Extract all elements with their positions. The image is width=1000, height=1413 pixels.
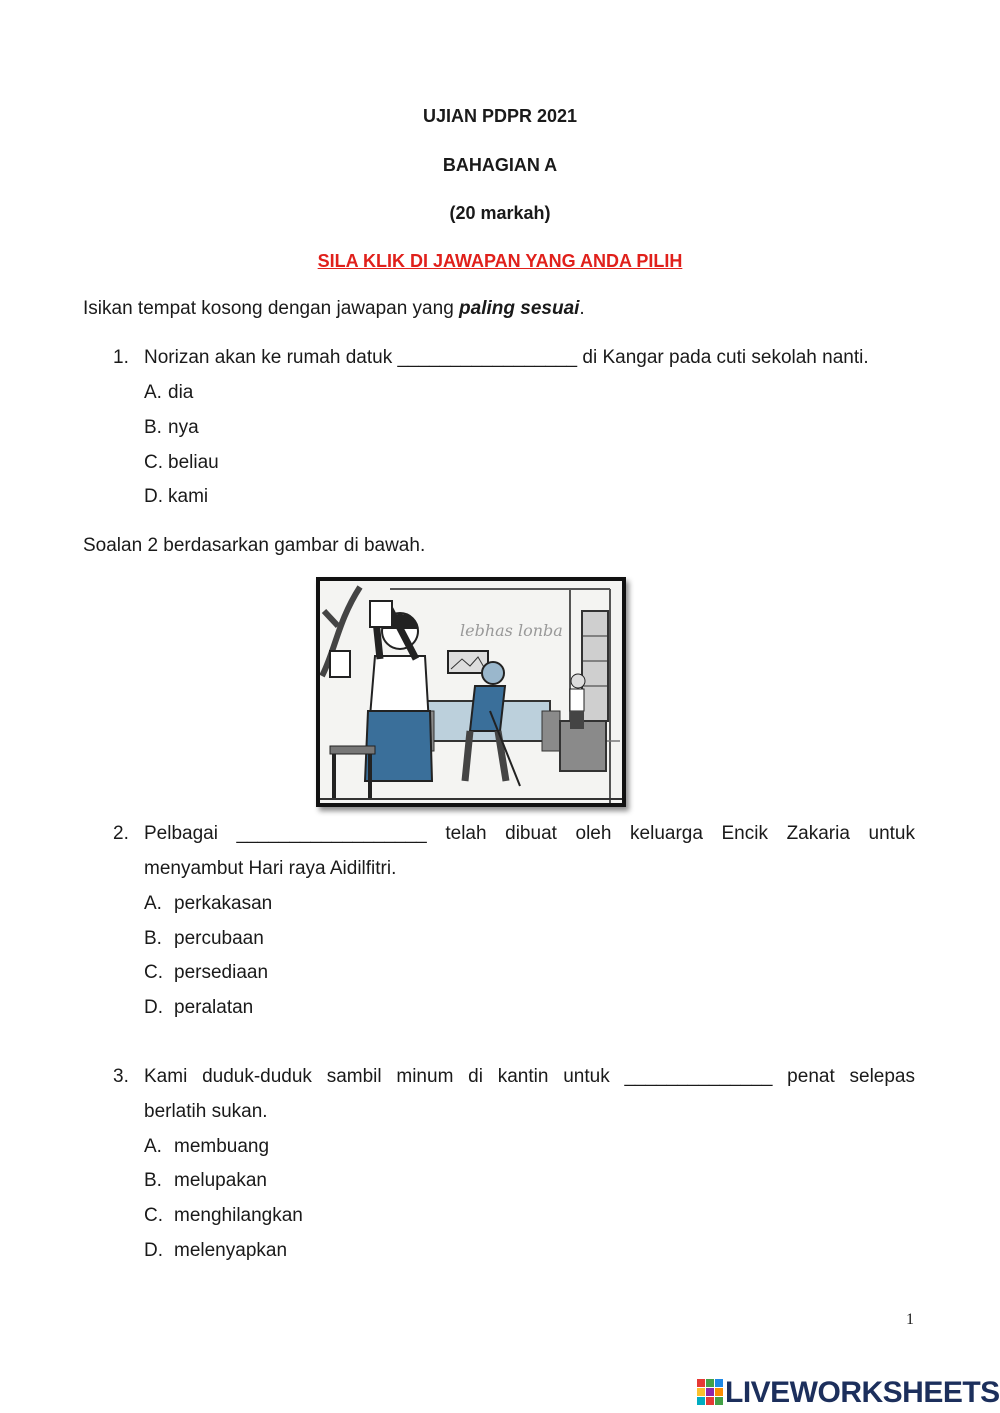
question-number: 1. <box>113 347 129 368</box>
option-text: peralatan <box>174 997 254 1018</box>
option-a[interactable] <box>144 892 272 916</box>
illustration-drawing <box>320 581 622 803</box>
section-title: BAHAGIAN A <box>442 155 558 175</box>
option-text: percubaan <box>174 928 264 949</box>
click-instruction: SILA KLIK DI JAWAPAN YANG ANDA PILIH <box>317 251 683 271</box>
instruction-emphasis: paling sesuai <box>459 298 580 319</box>
question-text-line1: Kami duduk-duduk sambil minum di kantin untuk ______________ penat selepas <box>144 1066 915 1087</box>
option-c[interactable] <box>144 961 268 985</box>
page-number: 1 <box>906 1311 914 1328</box>
option-text: dia <box>168 382 194 403</box>
marks-label: (20 markah) <box>449 203 551 223</box>
option-text: persediaan <box>174 962 269 983</box>
question-text-line2: menyambut Hari raya Aidilfitri. <box>144 858 397 879</box>
option-letter: A. <box>144 382 162 403</box>
option-letter: B. <box>144 928 162 949</box>
option-b[interactable] <box>144 1169 267 1193</box>
brand-name: LIVEWORKSHEETS <box>725 1376 1000 1409</box>
option-d[interactable] <box>144 996 253 1020</box>
option-letter: D. <box>144 997 163 1018</box>
option-text: membuang <box>174 1136 270 1157</box>
option-text: nya <box>168 417 199 438</box>
option-letter: D. <box>144 486 163 507</box>
option-b[interactable] <box>144 416 199 440</box>
option-c[interactable] <box>144 1204 303 1228</box>
option-text: menghilangkan <box>174 1205 303 1226</box>
option-letter: B. <box>144 1170 162 1191</box>
question-text: Norizan akan ke rumah datuk _________________ di Kangar pada cuti sekolah nanti. <box>144 347 869 368</box>
option-d[interactable] <box>144 485 208 509</box>
option-text: melupakan <box>174 1170 267 1191</box>
option-letter: C. <box>144 962 163 983</box>
option-letter: A. <box>144 1136 162 1157</box>
option-d[interactable] <box>144 1239 287 1263</box>
option-letter: C. <box>144 452 163 473</box>
instruction-prefix: Isikan tempat kosong dengan jawapan yang <box>83 298 460 319</box>
svg-text:lebhas lonba: lebhas lonba <box>460 621 563 640</box>
option-letter: B. <box>144 417 162 438</box>
option-text: beliau <box>168 452 219 473</box>
family-cleaning-illustration <box>316 577 626 807</box>
option-b[interactable] <box>144 927 264 951</box>
liveworksheets-icon <box>697 1379 723 1405</box>
option-letter: D. <box>144 1240 163 1261</box>
liveworksheets-logo[interactable] <box>697 1376 1000 1410</box>
question-text-line2: berlatih sukan. <box>144 1101 268 1122</box>
question-number: 3. <box>113 1066 129 1087</box>
option-text: kami <box>168 486 209 507</box>
option-c[interactable] <box>144 451 219 475</box>
option-a[interactable] <box>144 381 193 405</box>
picture-intro: Soalan 2 berdasarkan gambar di bawah. <box>83 535 426 556</box>
exam-title: UJIAN PDPR 2021 <box>422 106 578 126</box>
option-text: melenyapkan <box>174 1240 288 1261</box>
question-text-line1: Pelbagai __________________ telah dibuat oleh keluarga Encik Zakaria untuk <box>144 823 915 844</box>
option-letter: C. <box>144 1205 163 1226</box>
option-letter: A. <box>144 893 162 914</box>
instruction-suffix: . <box>579 298 585 319</box>
instruction-text <box>83 297 585 321</box>
question-number: 2. <box>113 823 129 844</box>
option-text: perkakasan <box>174 893 273 914</box>
option-a[interactable] <box>144 1135 269 1159</box>
